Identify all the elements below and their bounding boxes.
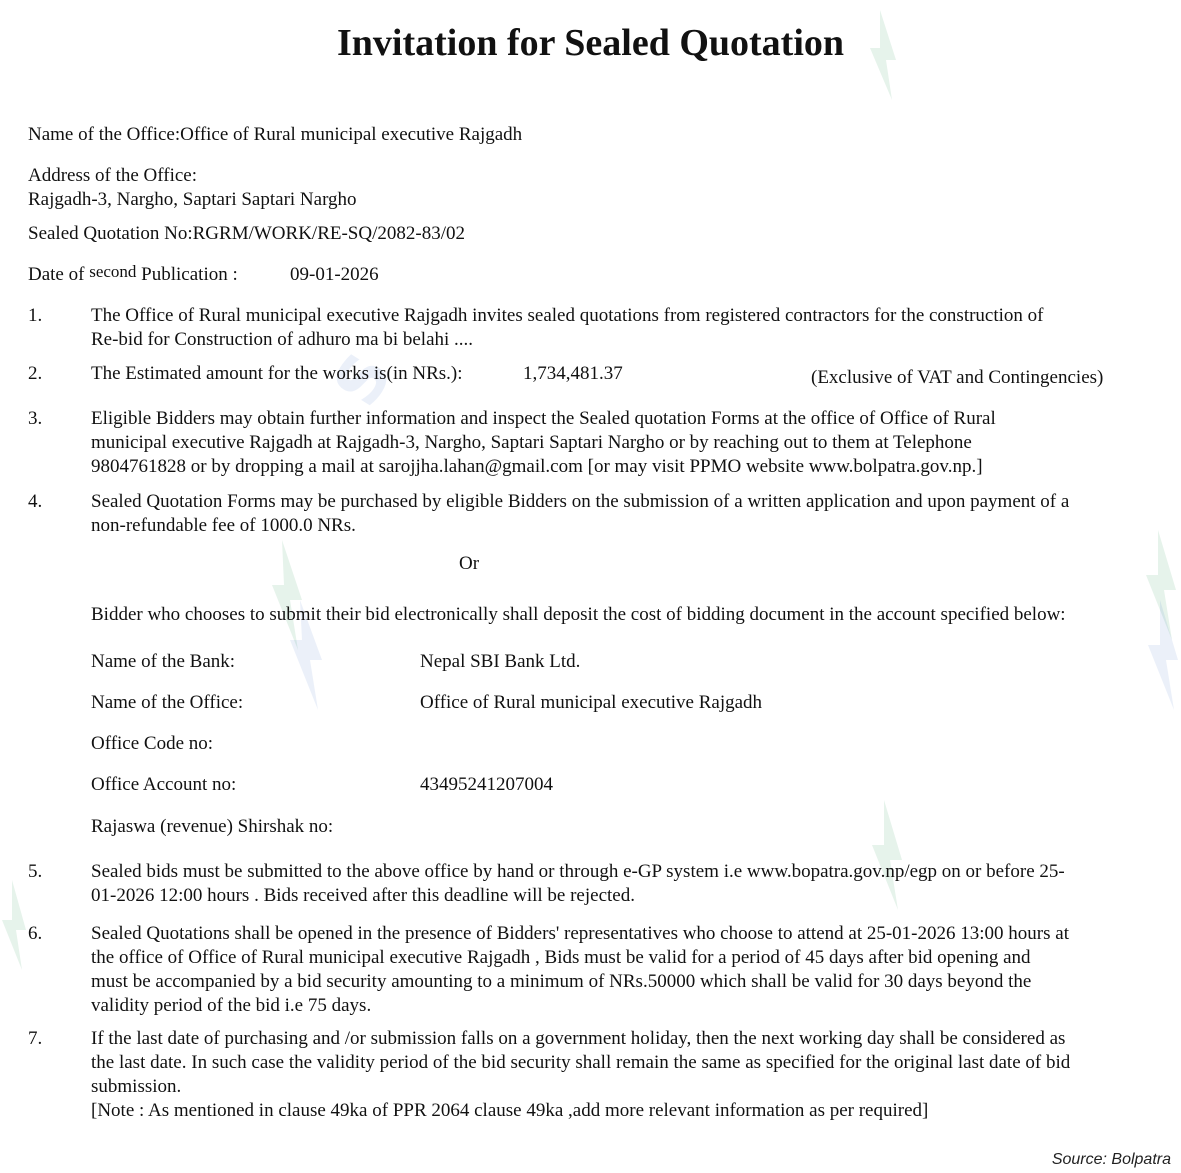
estimated-amount-note: (Exclusive of VAT and Contingencies) (811, 367, 1104, 388)
or-separator: Or (459, 553, 480, 574)
clause-7 (91, 1027, 1070, 1123)
clause-3 (91, 407, 996, 479)
clause-5 (91, 860, 1065, 908)
revenue-heading-label: Rajaswa (revenue) Shirshak no: (91, 816, 334, 837)
address-value: Rajgadh-3, Nargho, Saptari Saptari Nargho (28, 189, 357, 210)
address-label: Address of the Office: (28, 165, 198, 186)
clause-number: 3. (28, 408, 43, 429)
publication-prefix: Date of (28, 264, 90, 285)
bank-name-label: Name of the Bank: (91, 651, 236, 672)
page-title: Invitation for Sealed Quotation (336, 22, 845, 64)
clause-line: submission. (91, 1076, 182, 1097)
bank-office-value: Office of Rural municipal executive Rajgadh (420, 692, 763, 713)
publication-date: 09-01-2026 (290, 264, 379, 285)
publication-date-line (28, 263, 238, 287)
clause-line: the last date. In such case the validity period of the bid security shall remain the same as specified for the original last date of bid (91, 1052, 1071, 1073)
clause-note: [Note : As mentioned in clause 49ka of PPR 2064 clause 49ka ,add more relevant information as per required] (91, 1100, 929, 1121)
clause-line: must be accompanied by a bid security amounting to a minimum of NRs.50000 which shall be valid for 30 days beyond the (91, 971, 1032, 992)
clause-line: Sealed Quotation Forms may be purchased by eligible Bidders on the submission of a written application and upon payment of a (91, 491, 1070, 512)
account-number-value: 43495241207004 (420, 774, 553, 795)
clause-number: 7. (28, 1028, 43, 1049)
estimated-amount-label: The Estimated amount for the works is(in NRs.): (91, 363, 463, 384)
clause-number: 6. (28, 923, 43, 944)
watermark-logo-text: S (320, 340, 408, 420)
clause-number: 5. (28, 861, 43, 882)
clause-4 (91, 490, 1069, 538)
clause-line: If the last date of purchasing and /or submission falls on a government holiday, then the next working day shall be considered as (91, 1028, 1066, 1049)
clause-line: 9804761828 or by dropping a mail at sarojjha.lahan@gmail.com [or may visit PPMO website www.bolpatra.gov.np.] (91, 456, 983, 477)
clause-line: Sealed bids must be submitted to the above office by hand or through e-GP system i.e www.bopatra.gov.np/egp on or before 25- (91, 861, 1065, 882)
bank-name-value: Nepal SBI Bank Ltd. (420, 651, 581, 672)
clause-number: 4. (28, 491, 43, 512)
electronic-submission-text: Bidder who chooses to submit their bid electronically shall deposit the cost of bidding document in the account specified below: (91, 604, 1066, 625)
clause-line: 01-2026 12:00 hours . Bids received after this deadline will be rejected. (91, 885, 635, 906)
clause-line: validity period of the bid i.e 75 days. (91, 995, 372, 1016)
clause-line: non-refundable fee of 1000.0 NRs. (91, 515, 356, 536)
clause-number: 2. (28, 363, 43, 384)
quotation-number-line: Sealed Quotation No:RGRM/WORK/RE-SQ/2082-83/02 (28, 223, 465, 244)
clause-number: 1. (28, 305, 43, 326)
account-number-label: Office Account no: (91, 774, 237, 795)
source-credit: Source: Bolpatra (1051, 1151, 1171, 1168)
office-code-label: Office Code no: (91, 733, 214, 754)
clause-line: the office of Office of Rural municipal executive Rajgadh , Bids must be valid for a period of 45 days after bid opening and (91, 947, 1031, 968)
clause-6 (91, 922, 1069, 1018)
publication-ordinal: second (89, 262, 137, 281)
office-name-line: Name of the Office:Office of Rural municipal executive Rajgadh (28, 124, 523, 145)
clause-1 (91, 304, 1044, 352)
clause-line: The Office of Rural municipal executive Rajgadh invites sealed quotations from registered contractors for the construction of (91, 305, 1044, 326)
clause-line: Sealed Quotations shall be opened in the presence of Bidders' representatives who choose to attend at 25-01-2026 13:00 hours at (91, 923, 1069, 944)
bank-office-label: Name of the Office: (91, 692, 244, 713)
estimated-amount-value: 1,734,481.37 (523, 363, 623, 384)
clause-line: Eligible Bidders may obtain further information and inspect the Sealed quotation Forms at the office of Office of Rural (91, 408, 996, 429)
publication-suffix: Publication : (136, 264, 238, 285)
clause-line: Re-bid for Construction of adhuro ma bi belahi .... (91, 329, 474, 350)
clause-line: municipal executive Rajgadh at Rajgadh-3, Nargho, Saptari Saptari Nargho or by reaching out to them at Telephone (91, 432, 972, 453)
